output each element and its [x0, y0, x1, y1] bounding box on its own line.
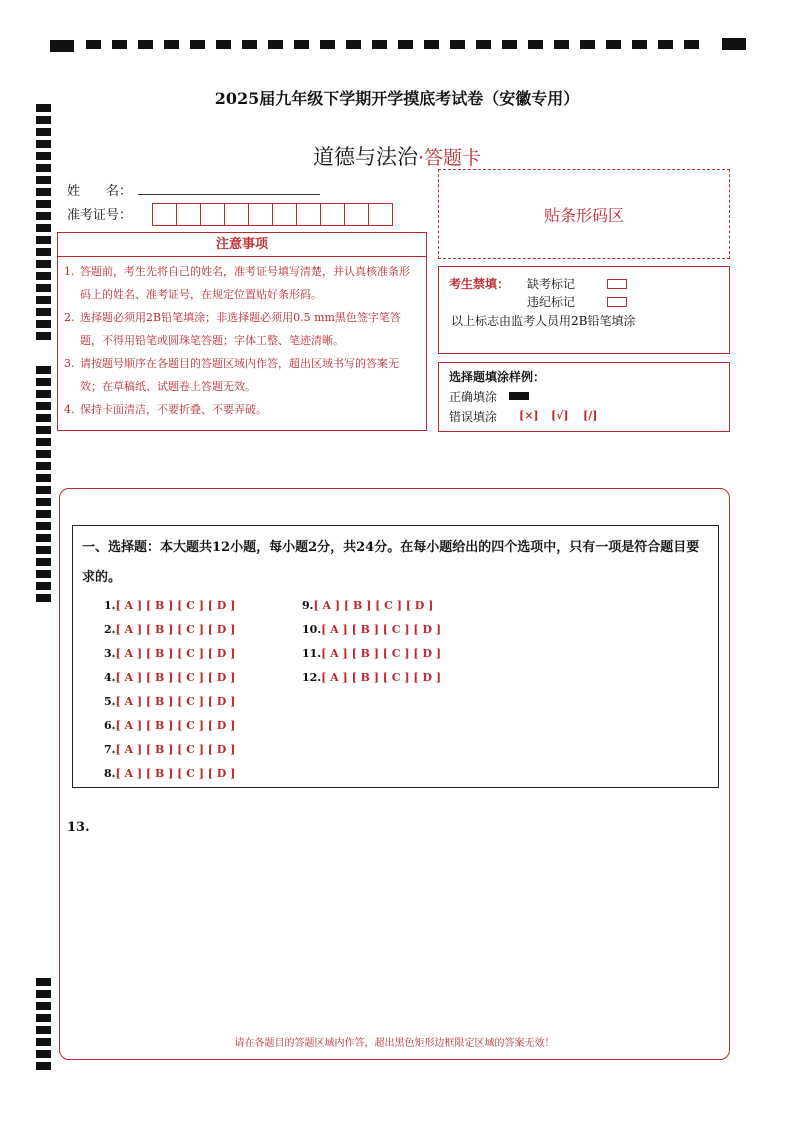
timing-mark	[502, 40, 517, 49]
examiner-note: 以上标志由监考人员用2B铅笔填涂	[451, 314, 636, 328]
subject-separator: ·	[417, 147, 425, 169]
question-10[interactable]: 10.[ A ] [ B ] [ C ] [ D ]	[302, 623, 442, 636]
timing-mark	[372, 40, 387, 49]
wrong-fill-mark-check: [√]	[551, 409, 569, 422]
name-field[interactable]	[138, 194, 320, 195]
timing-mark	[36, 438, 51, 446]
timing-mark	[476, 40, 491, 49]
timing-mark	[36, 1014, 51, 1022]
question-11[interactable]: 11.[ A ] [ B ] [ C ] [ D ]	[302, 647, 442, 660]
footer-note: 请在各题目的答题区域内作答，超出黑色矩形边框限定区域的答案无效！	[234, 1038, 555, 1049]
absent-mark-label: 缺考标记	[527, 277, 576, 291]
timing-mark	[36, 1050, 51, 1058]
timing-mark	[36, 450, 51, 458]
question-12[interactable]: 12.[ A ] [ B ] [ C ] [ D ]	[302, 671, 442, 684]
barcode-label: 贴条形码区	[543, 205, 624, 225]
multiple-choice-instruction: 一、选择题：本大题共12小题，每小题2分，共24分。在每小题给出的四个选项中，只有一项是符合题目要求的。	[82, 540, 700, 585]
timing-mark	[606, 40, 621, 49]
examiner-only-panel	[438, 266, 730, 354]
question-13-label: 13.	[67, 820, 90, 835]
notice-item: 1. 答题前，考生先将自己的姓名，准考证号填写清楚，并认真核准条形码上的姓名、准考证号，在规定位置贴好条形码。	[64, 265, 410, 301]
timing-mark	[36, 426, 51, 434]
timing-mark	[36, 236, 51, 244]
timing-mark	[268, 40, 283, 49]
timing-mark	[36, 200, 51, 208]
timing-mark	[36, 534, 51, 542]
wrong-fill-label: 错误填涂	[449, 410, 498, 424]
timing-mark	[86, 40, 101, 49]
timing-mark	[36, 486, 51, 494]
subject-name: 道德与法治	[312, 145, 418, 169]
exam-id-digit-box[interactable]	[152, 203, 177, 226]
timing-mark	[242, 40, 257, 49]
timing-mark	[294, 40, 309, 49]
timing-mark	[580, 40, 595, 49]
exam-id-label: 准考证号：	[67, 208, 133, 223]
question-6[interactable]: 6.[ A ] [ B ] [ C ] [ D ]	[104, 719, 236, 732]
violation-mark-box[interactable]	[607, 297, 627, 307]
timing-mark	[36, 128, 51, 136]
notice-item: 3. 请按题号顺序在各题目的答题区域内作答，超出区域书写的答案无效；在草稿纸、试题卷上答题无效。	[64, 357, 399, 393]
notice-item: 4. 保持卡面清洁，不要折叠、不要弄破。	[64, 403, 267, 416]
timing-mark	[216, 40, 231, 49]
question-7[interactable]: 7.[ A ] [ B ] [ C ] [ D ]	[104, 743, 236, 756]
timing-mark	[36, 570, 51, 578]
exam-id-digit-box[interactable]	[368, 203, 393, 226]
timing-mark	[320, 40, 335, 49]
timing-mark	[36, 212, 51, 220]
exam-id-digit-box[interactable]	[248, 203, 273, 226]
timing-mark	[528, 40, 543, 49]
timing-mark	[658, 40, 673, 49]
timing-mark	[36, 510, 51, 518]
timing-mark	[36, 366, 51, 374]
timing-mark	[138, 40, 153, 49]
timing-mark	[398, 40, 413, 49]
timing-mark	[50, 40, 74, 52]
name-label: 姓 名：	[67, 184, 133, 199]
timing-mark	[36, 308, 51, 316]
examiner-only-title: 考生禁填：	[449, 277, 510, 291]
wrong-fill-mark-slash: [/]	[583, 409, 598, 422]
question-9[interactable]: 9.[ A ] [ B ] [ C ] [ D ]	[302, 599, 434, 612]
timing-mark	[36, 378, 51, 386]
question-3[interactable]: 3.[ A ] [ B ] [ C ] [ D ]	[104, 647, 236, 660]
question-1[interactable]: 1.[ A ] [ B ] [ C ] [ D ]	[104, 599, 236, 612]
timing-mark	[36, 1038, 51, 1046]
timing-mark	[554, 40, 569, 49]
exam-id-digit-box[interactable]	[296, 203, 321, 226]
question-13-answer-area[interactable]	[60, 838, 729, 1028]
exam-title: 2025届九年级下学期开学摸底考试卷（安徽专用）	[214, 89, 580, 108]
timing-mark	[36, 188, 51, 196]
timing-mark	[36, 978, 51, 986]
timing-mark	[36, 296, 51, 304]
exam-id-digit-box[interactable]	[176, 203, 201, 226]
timing-mark	[36, 402, 51, 410]
question-8[interactable]: 8.[ A ] [ B ] [ C ] [ D ]	[104, 767, 236, 780]
exam-id-digit-box[interactable]	[344, 203, 369, 226]
timing-mark	[36, 990, 51, 998]
timing-mark	[112, 40, 127, 49]
exam-id-digit-box[interactable]	[200, 203, 225, 226]
notice-heading: 注意事项	[57, 232, 427, 257]
timing-mark	[424, 40, 439, 49]
timing-mark	[36, 498, 51, 506]
timing-mark	[36, 284, 51, 292]
timing-mark	[36, 1026, 51, 1034]
exam-id-boxes[interactable]	[152, 203, 392, 226]
timing-mark	[632, 40, 647, 49]
timing-mark	[36, 390, 51, 398]
barcode-area	[438, 169, 730, 259]
exam-id-digit-box[interactable]	[272, 203, 297, 226]
timing-mark	[36, 546, 51, 554]
wrong-fill-mark-x: [×]	[519, 409, 539, 422]
timing-mark	[36, 1062, 51, 1070]
timing-mark	[36, 474, 51, 482]
timing-mark	[36, 558, 51, 566]
violation-mark-label: 违纪标记	[527, 295, 576, 309]
timing-mark	[36, 594, 51, 602]
timing-mark	[36, 224, 51, 232]
timing-mark	[36, 116, 51, 124]
fill-sample-panel	[438, 362, 730, 432]
timing-mark	[36, 248, 51, 256]
correct-fill-label: 正确填涂	[449, 390, 498, 404]
exam-id-digit-box[interactable]	[224, 203, 249, 226]
notice-list	[57, 257, 427, 431]
correct-fill-sample	[509, 392, 529, 400]
notice-item: 2. 选择题必须用2B铅笔填涂；非选择题必须用0.5 mm黑色签字笔答题，不得用铅笔或圆珠笔答题；字体工整、笔迹清晰。	[64, 311, 401, 347]
timing-mark	[36, 582, 51, 590]
absent-mark-box[interactable]	[607, 279, 627, 289]
timing-mark	[36, 522, 51, 530]
timing-mark	[36, 414, 51, 422]
timing-mark	[722, 38, 746, 50]
answer-card-label: 答题卡	[424, 147, 482, 169]
question-4[interactable]: 4.[ A ] [ B ] [ C ] [ D ]	[104, 671, 236, 684]
fill-sample-title: 选择题填涂样例：	[449, 370, 546, 384]
timing-mark	[36, 272, 51, 280]
timing-mark	[190, 40, 205, 49]
question-5[interactable]: 5.[ A ] [ B ] [ C ] [ D ]	[104, 695, 236, 708]
question-2[interactable]: 2.[ A ] [ B ] [ C ] [ D ]	[104, 623, 236, 636]
exam-id-digit-box[interactable]	[320, 203, 345, 226]
timing-mark	[36, 176, 51, 184]
timing-mark	[36, 462, 51, 470]
timing-mark	[36, 260, 51, 268]
timing-mark	[36, 332, 51, 340]
timing-mark	[36, 1002, 51, 1010]
timing-mark	[450, 40, 465, 49]
subject-line	[0, 141, 794, 171]
timing-mark	[684, 40, 699, 49]
timing-mark	[164, 40, 179, 49]
timing-mark	[346, 40, 361, 49]
timing-mark	[36, 320, 51, 328]
